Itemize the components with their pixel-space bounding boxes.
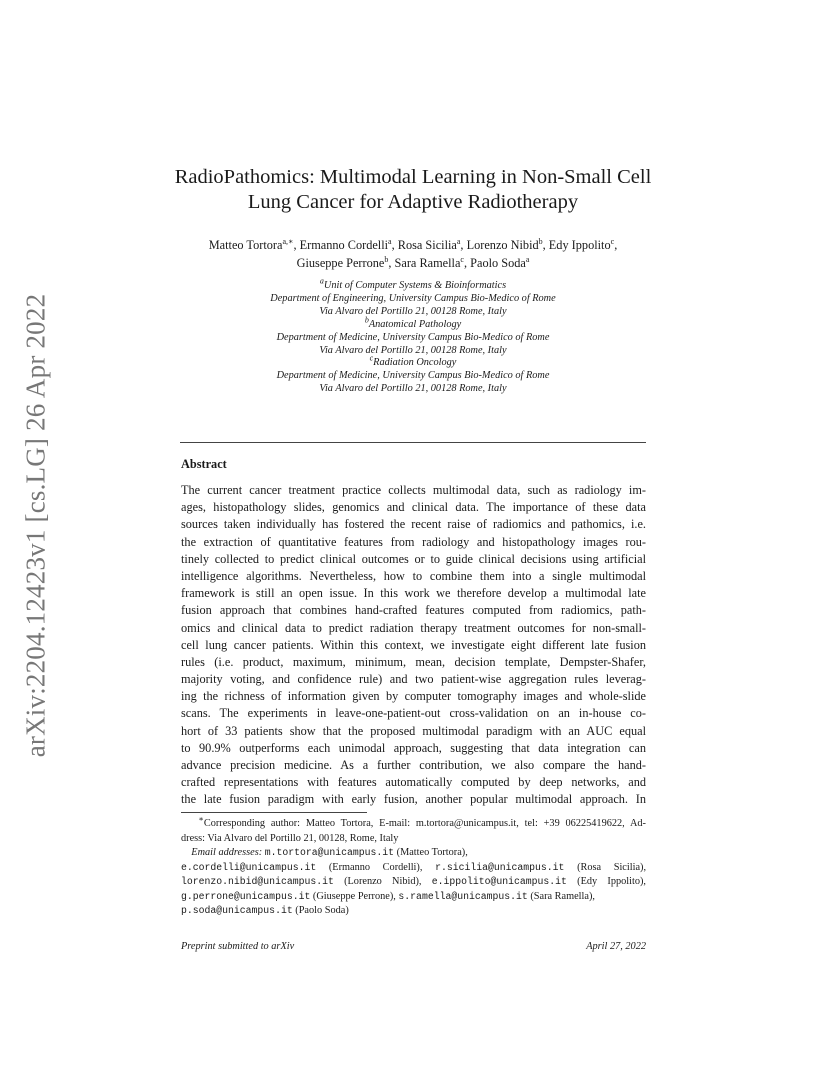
abstract-line: cell lung cancer patients. Within this context, we investigate eight different late fusion	[181, 637, 646, 652]
email-line-3	[181, 875, 646, 890]
abstract-line: ages, histopathology slides, genomics and clinical data. The importance of these data	[181, 500, 646, 515]
footnote-corresponding-line-2: dress: Via Alvaro del Portillo 21, 00128, Rome, Italy	[181, 832, 399, 844]
abstract-line: tinely collected to predict clinical outcomes or to guide clinical decisions using artificial	[181, 551, 646, 566]
arxiv-side-identifier	[14, 290, 58, 760]
email-owner: (Lorenzo Nibid),	[344, 876, 422, 887]
author-name: Matteo Tortora	[208, 238, 283, 252]
abstract-line: The current cancer treatment practice collects multimodal data, such as radiology im-	[181, 483, 646, 497]
email-link[interactable]: g.perrone@unicampus.it	[181, 890, 311, 902]
author-name: Lorenzo Nibid	[466, 238, 539, 252]
email-line-4	[181, 890, 646, 905]
affiliation-b-dept: Department of Medicine, University Campus Bio-Medico of Rome	[276, 331, 550, 343]
abstract-line: crafted representations with features automatically computed by deep networks, and	[181, 775, 646, 790]
author-name: Giuseppe Perrone	[296, 256, 385, 270]
author-name: Ermanno Cordelli	[299, 238, 389, 252]
email-line-2	[181, 861, 646, 876]
abstract-line: framework is still an open issue. In this work we therefore develop a multimodal late	[181, 586, 646, 601]
author-affil-mark: b	[538, 236, 543, 246]
affiliation-a-dept: Department of Engineering, University Campus Bio-Medico of Rome	[270, 292, 556, 304]
abstract-line: to 90.9% outperforms each unimodal approach, suggesting that data integration can	[181, 740, 646, 755]
affiliation-a-address: Via Alvaro del Portillo 21, 00128 Rome, Italy	[319, 305, 507, 317]
abstract-line: advance precision medicine. As a further contribution, we also compare the hand-	[181, 758, 646, 772]
email-owner: (Edy Ippolito),	[577, 876, 646, 887]
abstract-top-rule	[180, 442, 646, 443]
email-line-1	[181, 846, 646, 861]
affil-mark: b	[364, 315, 369, 325]
author-affil-mark: c	[610, 236, 615, 246]
title-line-1: RadioPathomics: Multimodal Learning in Non-Small Cell	[174, 166, 652, 188]
affiliation-a-name: $^a$Unit of Computer Systems & Bioinformatics	[319, 276, 507, 291]
author-affil-mark: a	[525, 254, 530, 264]
affiliation-c-address: Via Alvaro del Portillo 21, 00128 Rome, Italy	[319, 383, 507, 395]
author-list	[150, 236, 676, 272]
author-line-1: Matteo Tortora$^{a,∗}$, Ermanno Cordelli$^a$, Rosa Sicilia$^a$, Lorenzo Nibid$^b$, Edy Ippolito$^c$,	[208, 236, 618, 252]
title-line-2: Lung Cancer for Adaptive Radiotherapy	[247, 191, 579, 213]
footer-preprint-note: Preprint submitted to arXiv	[181, 941, 295, 952]
author-affil-mark: a,∗	[282, 236, 294, 246]
author-line-2: Giuseppe Perrone$^b$, Sara Ramella$^c$, Paolo Soda$^a$	[296, 254, 530, 270]
email-label: Email addresses:	[191, 847, 263, 858]
affiliation-c-dept: Department of Medicine, University Campus Bio-Medico of Rome	[276, 370, 550, 382]
abstract-heading: Abstract	[181, 457, 227, 471]
email-line-5	[181, 904, 646, 919]
affil-mark: a	[319, 276, 324, 286]
arxiv-identifier-text: arXiv:2204.12423v1 [cs.LG] 26 Apr 2022	[20, 293, 51, 757]
page-footer	[181, 941, 646, 952]
affiliations	[150, 276, 676, 396]
abstract-line: intelligence algorithms. Nevertheless, how to combine them into a single multimodal	[181, 568, 646, 583]
paper-title	[150, 165, 676, 215]
abstract-line: rules (i.e. product, maximum, minimum, mean, decision template, Dempster-Shafer,	[181, 654, 646, 669]
abstract-line: the extraction of quantitative features from radiology and histopathology images rou-	[181, 534, 646, 549]
email-link[interactable]: r.sicilia@unicampus.it	[435, 861, 565, 873]
author-affil-mark: b	[384, 254, 389, 264]
abstract-line: hort of 33 patients show that the proposed multimodal paradigm with an AUC equal	[181, 723, 646, 738]
author-name: Rosa Sicilia	[397, 238, 457, 252]
email-link[interactable]: m.tortora@unicampus.it	[264, 847, 395, 858]
author-affil-mark: a	[456, 236, 461, 246]
email-link[interactable]: e.cordelli@unicampus.it	[181, 861, 317, 873]
email-owner: (Paolo Soda)	[295, 905, 349, 916]
footnote-corresponding-line-1: ∗Corresponding author: Matteo Tortora, E-mail: m.tortora@unicampus.it, tel: +39 06225419622, Ad-	[198, 814, 646, 829]
footnote-rule	[181, 812, 367, 813]
affil-mark: c	[369, 354, 374, 364]
author-affil-mark: a	[388, 236, 392, 246]
author-name: Paolo Soda	[470, 256, 526, 270]
abstract-line: scans. The experiments in leave-one-patient-out cross-validation on an in-house co-	[181, 706, 646, 721]
abstract-line: omics and clinical data to predict radiation therapy treatment outcomes for non-small-	[181, 620, 646, 635]
author-name: Sara Ramella	[394, 256, 461, 270]
email-link[interactable]: s.ramella@unicampus.it	[398, 890, 528, 902]
email-link[interactable]: lorenzo.nibid@unicampus.it	[181, 876, 334, 887]
email-owner: (Rosa Sicilia),	[577, 861, 647, 873]
email-owner: (Giuseppe Perrone),	[312, 890, 396, 902]
footnote-marker: ∗	[198, 814, 204, 824]
affiliation-c-name: $^c$Radiation Oncology	[369, 354, 457, 369]
email-owner: (Sara Ramella),	[530, 890, 595, 902]
abstract-line: ing the richness of information given by computer tomography images and whole-slide	[181, 689, 646, 704]
affiliation-b-address: Via Alvaro del Portillo 21, 00128 Rome, Italy	[319, 344, 507, 356]
email-owner: (Matteo Tortora),	[396, 847, 468, 858]
abstract-line: fusion approach that combines hand-crafted features computed from radiomics, path-	[181, 603, 646, 618]
footnotes	[181, 814, 647, 919]
author-name: Edy Ippolito	[548, 238, 611, 252]
email-owner: (Ermanno Cordelli),	[328, 861, 423, 873]
abstract-line: sources taken individually has fostered the recent raise of radiomics and pathomics, i.e.	[181, 517, 646, 532]
affiliation-b-name: $^b$Anatomical Pathology	[364, 315, 462, 330]
email-link[interactable]: p.soda@unicampus.it	[181, 905, 293, 916]
abstract-body	[181, 482, 646, 809]
abstract-line: the late fusion paradigm with early fusion, another popular multimodal approach. In	[181, 792, 646, 807]
email-link[interactable]: e.ippolito@unicampus.it	[431, 876, 567, 887]
abstract-line: majority voting, and confidence rule) and two patient-wise aggregation rules leverag-	[181, 672, 646, 687]
author-affil-mark: c	[460, 254, 464, 264]
footer-date: April 27, 2022	[586, 941, 646, 952]
